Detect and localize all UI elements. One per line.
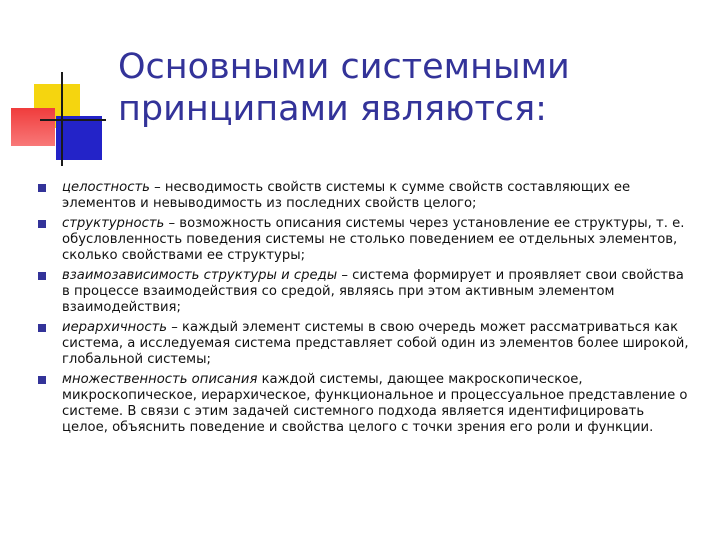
item-term: иерархичность — [62, 320, 168, 335]
item-term: взаимозависимость структуры и среды — [62, 268, 338, 283]
item-text: каждой системы, дающее макроскопическое, микроскопическое, иерархическое, функциональное и процессуальное представление о системе. В связи с этим задачей системного подхода является идентифицировать целое, объяснить поведение и свойства целого с точки зрения его роли и функции. — [62, 372, 688, 435]
list-item — [36, 180, 692, 212]
item-term: целостность — [62, 180, 150, 195]
slide-title-line-2: принципами являются: — [118, 89, 547, 129]
list-item — [36, 320, 692, 368]
list-item — [36, 268, 692, 316]
item-text: – несводимость свойств системы к сумме свойств составляющих ее элементов и невыводимость из последних свойств целого; — [62, 180, 631, 211]
item-text: – каждый элемент системы в свою очередь может рассматриваться как система, а исследуемая система представляет собой один из элементов более широкой, глобальной системы; — [62, 320, 689, 367]
slide-title-line-1: Основными системными — [118, 47, 570, 87]
list-item — [36, 372, 692, 436]
principles-list — [36, 180, 692, 440]
item-term: множественность описания — [62, 372, 258, 387]
square-bullet-icon — [38, 324, 46, 332]
square-bullet-icon — [38, 220, 46, 228]
decor-red-square-shade — [11, 108, 55, 146]
list-item — [36, 216, 692, 264]
square-bullet-icon — [38, 272, 46, 280]
item-text: – система формирует и проявляет свои свойства в процессе взаимодействия со средой, являясь при этом активным элементом взаимодействия; — [62, 268, 684, 315]
square-bullet-icon — [38, 376, 46, 384]
square-bullet-icon — [38, 184, 46, 192]
item-term: структурность — [62, 216, 165, 231]
item-text: – возможность описания системы через установление ее структуры, т. е. обусловленность поведения системы не столько поведением ее отдельных элементов, сколько свойствами ее структуры; — [62, 216, 685, 263]
decor-horizontal-line — [40, 119, 106, 121]
slide-title — [118, 46, 678, 130]
